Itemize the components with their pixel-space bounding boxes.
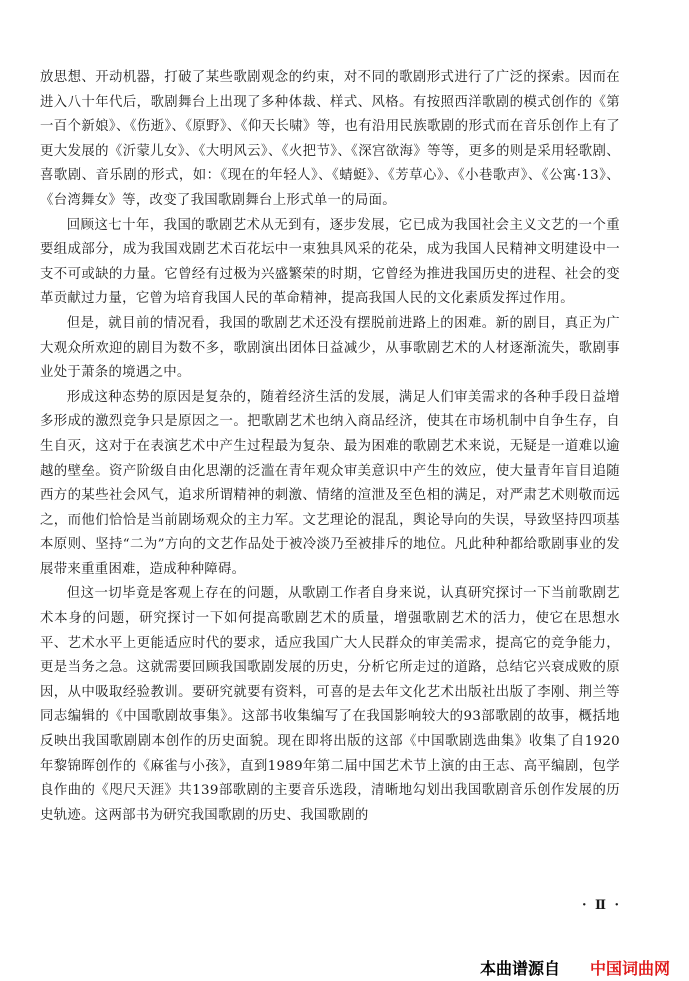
paragraph-4: 形成这种态势的原因是复杂的，随着经济生活的发展，满足人们审美需求的各种手段日益增多形成的激烈竞争只是原因之一。把歌剧艺术也纳入商品经济，使其在市场机制中自争生存，自生自灭，这对于在表演艺术中产生过程最为复杂、最为困难的歌剧艺术来说，无疑是一道难以逾越的壁垒。资产阶级自由化思潮的泛滥在青年观众审美意识中产生的效应，使大量青年盲目追随西方的某些社会风气，追求所谓精神的刺激、情绪的渲泄及至色相的满足，对严肃艺术则敬而远之，而他们恰恰是当前剧场观众的主力军。文艺理论的混乱，舆论导向的失误，导致坚持四项基本原则、坚持“二为”方向的文艺作品处于被冷淡乃至被排斥的地位。凡此种种都给歌剧事业的发展带来重重困难，造成种种障碍。 (40, 389, 620, 577)
footer-watermark (0, 950, 689, 981)
paragraph-2: 回顾这七十年，我国的歌剧艺术从无到有，逐步发展，它已成为我国社会主义文艺的一个重要组成部分，成为我国戏剧艺术百花坛中一束独具风采的花朵，成为我国人民精神文明建设中一支不可或缺的力量。它曾经有过极为兴盛繁荣的时期，它曾经为推进我国历史的进程、社会的变革贡献过力量，它曾为培育我国人民的革命精神，提高我国人民的文化素质发挥过作用。 (40, 217, 620, 307)
site-name: 中国词曲网 (590, 959, 671, 978)
source-label: 本曲谱源自 (480, 959, 561, 978)
paragraph-3: 但是，就目前的情况看，我国的歌剧艺术还没有摆脱前进路上的困难。新的剧目，真正为广大观众所欢迎的剧目为数不多，歌剧演出团体日益减少，从事歌剧艺术的人材逐渐流失，歌剧事业处于萧条的境遇之中。 (40, 315, 620, 381)
paragraph-5: 但这一切毕竟是客观上存在的问题，从歌剧工作者自身来说，认真研究探讨一下当前歌剧艺术本身的问题，研究探讨一下如何提高歌剧艺术的质量，增强歌剧艺术的活力，使它在思想水平、艺术水平上更能适应时代的要求，适应我国广大人民群众的审美需求，提高它的竞争能力，更是当务之急。这就需要回顾我国歌剧发展的历史，分析它所走过的道路，总结它兴衰成败的原因，从中吸取经验教训。要研究就要有资料，可喜的是去年文化艺术出版社出版了李刚、荆兰等同志编辑的《中国歌剧故事集》。这部书收集编写了在我国影响较大的93部歌剧的故事，概括地反映出我国歌剧剧本创作的历史面貌。现在即将出版的这部《中国歌剧选曲集》收集了自1920年黎锦晖创作的《麻雀与小孩》，直到1989年第二届中国艺术节上演的由王志、高平编剧，包学良作曲的《咫尺天涯》共139部歌剧的主要音乐选段，清晰地勾划出我国歌剧音乐创作发展的历史轨迹。这两部书为研究我国歌剧的历史、我国歌剧的 (40, 586, 620, 823)
page-number: · Ⅱ · (581, 898, 621, 913)
document-page (40, 66, 620, 828)
paragraph-1: 放思想、开动机器，打破了某些歌剧观念的约束，对不同的歌剧形式进行了广泛的探索。因而在进入八十年代后，歌剧舞台上出现了多种体裁、样式、风格。有按照西洋歌剧的模式创作的《第一百个新娘》、《伤逝》、《原野》、《仰天长啸》等，也有沿用民族歌剧的形式而在音乐创作上有了更大发展的《沂蒙儿女》、《大明风云》、《火把节》、《深宫欲海》等等，更多的则是采用轻歌剧、喜歌剧、音乐剧的形式，如：《现在的年轻人》、《蜻蜓》、《芳草心》、《小巷歌声》、《公寓·13》、《台湾舞女》等，改变了我国歌剧舞台上形式单一的局面。 (40, 70, 620, 208)
